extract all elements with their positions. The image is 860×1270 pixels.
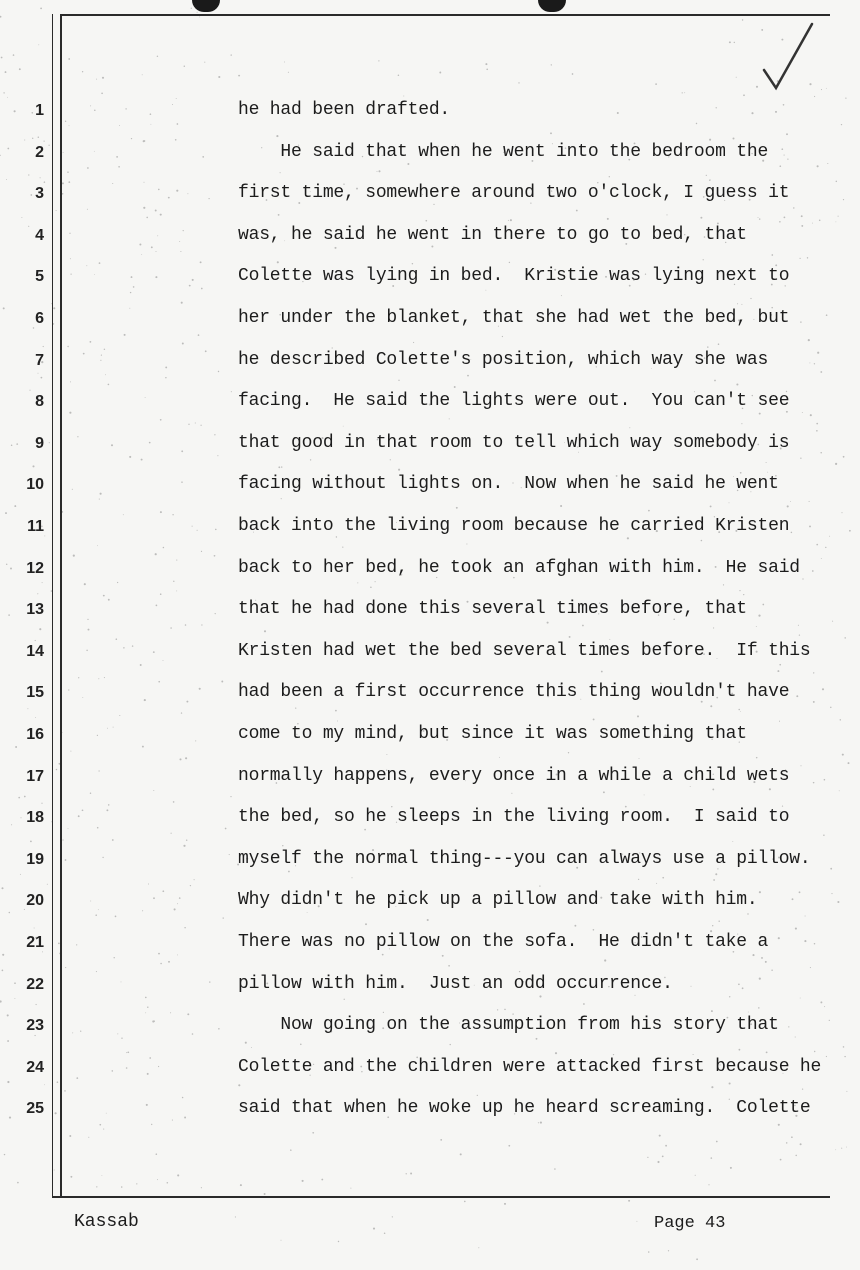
line-number: 8 (35, 393, 44, 411)
bottom-margin-rule (52, 1196, 830, 1198)
transcript-line: he described Colette's position, which way she was (238, 349, 769, 370)
transcript-line: He said that when he went into the bedroom the (238, 141, 769, 162)
transcript-line: Now going on the assumption from his story that (238, 1015, 779, 1036)
outer-left-margin-rule (52, 14, 53, 1196)
line-number: 10 (26, 476, 44, 494)
transcript-line: Colette and the children were attacked first because he (238, 1056, 822, 1077)
footer-witness-name: Kassab (74, 1212, 139, 1232)
line-number: 16 (26, 726, 44, 743)
line-number: 15 (26, 684, 44, 702)
footer-page-number: Page 43 (654, 1214, 726, 1233)
line-number: 23 (26, 1017, 44, 1035)
transcript-line: was, he said he went in there to go to bed, that (238, 224, 747, 245)
transcript-line: her under the blanket, that she had wet the bed, but (238, 308, 790, 328)
line-number: 4 (35, 226, 44, 244)
transcript-line: Kristen had wet the bed several times before. If this (238, 640, 811, 661)
line-number: 1 (35, 102, 44, 119)
transcript-line: had been a first occurrence this thing wouldn't have (238, 682, 790, 703)
transcript-line: normally happens, every once in a while a child wets (238, 765, 790, 786)
line-number: 13 (26, 601, 44, 619)
transcript-line: myself the normal thing---you can always use a pillow. (238, 848, 811, 869)
transcript-line: facing. He said the lights were out. You can't see (238, 391, 790, 412)
binder-hole-left (192, 0, 220, 12)
line-number: 20 (26, 892, 44, 910)
line-number: 25 (26, 1100, 44, 1118)
binder-hole-right (538, 0, 566, 12)
transcript-line: Colette was lying in bed. Kristie was lying next to (238, 266, 790, 287)
line-number: 3 (35, 185, 44, 203)
line-number: 18 (26, 809, 44, 827)
left-margin-rule (60, 14, 62, 1196)
line-number: 12 (26, 559, 44, 577)
line-number: 11 (27, 518, 44, 535)
transcript-line: facing without lights on. Now when he said he went (238, 474, 779, 495)
checkmark-icon (760, 18, 830, 98)
transcript-line: first time, somewhere around two o'clock, I guess it (238, 183, 790, 204)
line-number: 24 (26, 1058, 44, 1076)
line-number: 19 (26, 850, 44, 868)
line-number: 6 (35, 310, 44, 327)
transcript-line: the bed, so he sleeps in the living room. I said to (238, 807, 790, 828)
line-number: 9 (35, 434, 44, 452)
line-number: 17 (26, 767, 44, 785)
transcript-line: pillow with him. Just an odd occurrence. (238, 973, 673, 994)
line-number: 2 (35, 143, 44, 161)
top-margin-rule (60, 14, 830, 16)
transcript-line: Why didn't he pick up a pillow and take with him. (238, 890, 758, 911)
transcript-line: back to her bed, he took an afghan with him. He said (238, 557, 800, 578)
transcript-line: back into the living room because he carried Kristen (238, 516, 790, 536)
transcript-line: come to my mind, but since it was something that (238, 724, 747, 744)
transcript-line: he had been drafted. (238, 100, 451, 120)
line-number: 22 (26, 975, 44, 993)
transcript-line: that good in that room to tell which way somebody is (238, 432, 790, 453)
line-number: 5 (35, 268, 44, 286)
transcript-line: said that when he woke up he heard screaming. Colette (238, 1098, 811, 1119)
transcript-line: that he had done this several times before, that (238, 599, 747, 620)
line-number: 21 (26, 934, 44, 951)
line-number: 7 (35, 351, 44, 369)
line-number: 14 (26, 642, 44, 660)
transcript-line: There was no pillow on the sofa. He didn't take a (238, 932, 769, 952)
